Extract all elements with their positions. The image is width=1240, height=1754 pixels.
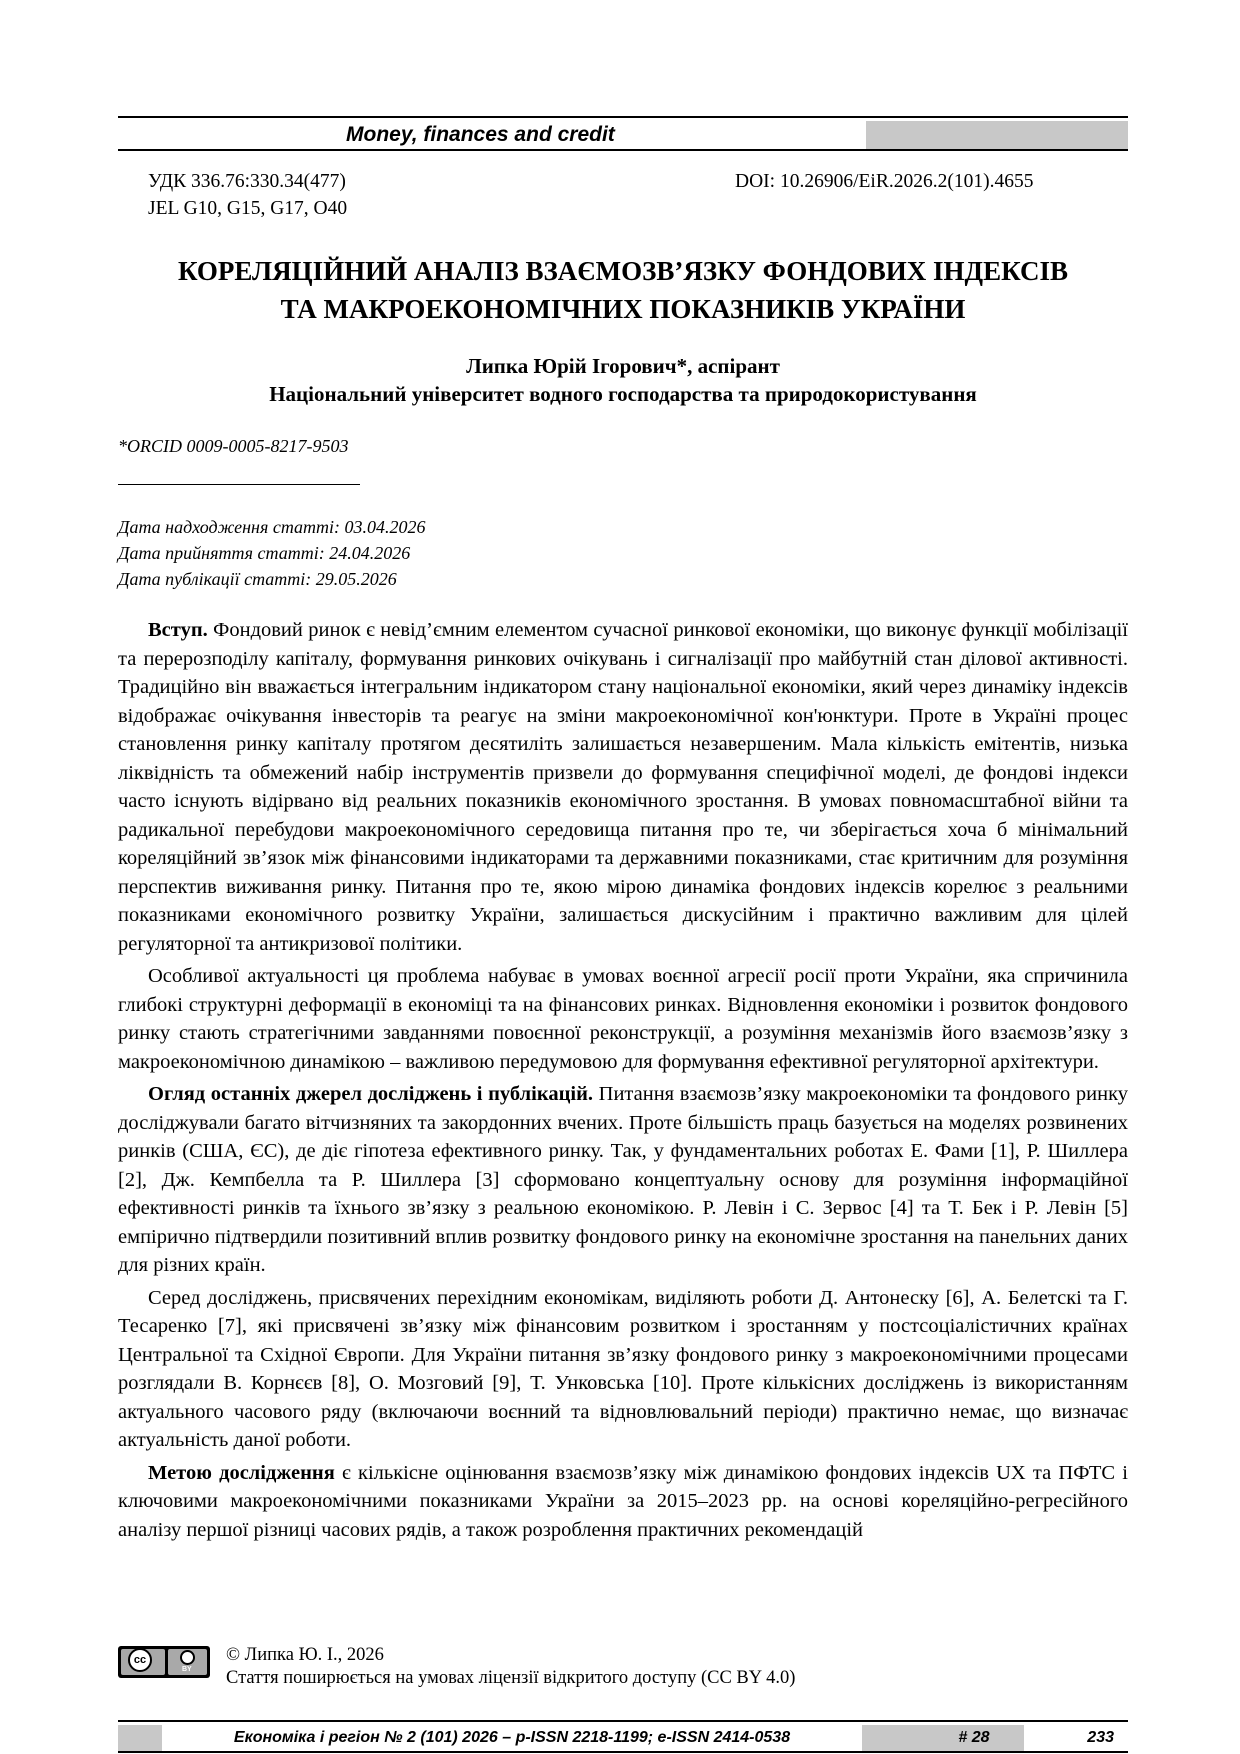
relevance-text: Особливої актуальності ця проблема набуває в умовах воєнної агресії росії проти України, яка спричинила глибокі структурні деформації в економіці та на фінансових ринках. Відновлення економіки і розвиток фондового ринку стають стратегічними завданнями повоєнної реконструкції, а розуміння механізмів його взаємозв’язку з макроекономічною динамікою – важливою передумовою для формування ефективної регуляторної архітектури. — [118, 965, 1128, 1073]
title-line-2: ТА МАКРОЕКОНОМІЧНИХ ПОКАЗНИКІВ УКРАЇНИ — [280, 294, 966, 324]
license-text-block — [226, 1644, 795, 1690]
paragraph-relevance — [118, 962, 1128, 1076]
running-footer — [118, 1720, 1128, 1753]
license-block — [118, 1644, 795, 1690]
footer-bar — [118, 1725, 1128, 1753]
section-title: Money, finances and credit — [346, 123, 615, 146]
paragraph-transition-economies — [118, 1284, 1128, 1455]
transition-economies-text: Серед досліджень, присвячених перехідним економікам, виділяють роботи Д. Антонеску [6], А. Белетскі та Г. Тесаренко [7], які присвячені зв’язку між фінансовим розвитком і зростанням у постсоціалістичних країнах Центральної та Східної Європи. Для України питання зв’язку фондового ринку з макроекономічними процесами розглядали В. Корнєєв [8], О. Мозговий [9], Т. Унковська [10]. Проте кількісних досліджень із використанням актуального часового ряду (включаючи воєнний та відновлювальний періоди) практично немає, що визначає актуальність даної роботи. — [118, 1286, 1128, 1451]
article-title — [118, 252, 1128, 328]
author-name: Липка Юрій Ігорович*, аспірант — [466, 354, 780, 378]
classification-codes — [148, 168, 347, 222]
running-header — [118, 116, 1128, 151]
cc-by-license-icon — [118, 1646, 210, 1678]
udc-code: УДК 336.76:330.34(477) — [148, 171, 346, 192]
page-number: 233 — [1087, 1729, 1114, 1746]
header-rule — [118, 116, 1128, 118]
header-bar — [118, 121, 1128, 151]
footer-grey-block-middle — [862, 1725, 924, 1751]
jel-code: JEL G10, G15, G17, O40 — [148, 198, 348, 219]
footer-rule — [118, 1720, 1128, 1722]
orcid: *ORCID 0009-0005-8217-9503 — [118, 436, 349, 456]
title-line-1: КОРЕЛЯЦІЙНИЙ АНАЛІЗ ВЗАЄМОЗВ’ЯЗКУ ФОНДОВИХ ІНДЕКСІВ — [177, 256, 1069, 286]
article-body — [118, 616, 1128, 1548]
introduction-text: Фондовий ринок є невід’ємним елементом сучасної ринкової економіки, що виконує функції мобілізації та перерозподілу капіталу, формування ринкових очікувань і сигналізації про майбутній стан ділової активності. Традиційно він вважається інтегральним індикатором стану національної економіки, який через динаміку індексів відображає очікування інвесторів та реагує на зміни макроекономічної кон'юнктури. Проте в Україні процес становлення ринку капіталу протягом десятиліть залишається незавершеним. Мала кількість емітентів, низька ліквідність та обмежений набір інструментів призвели до формування специфічної моделі, де фондові індекси часто існують відірвано від реальних показників економічного зростання. В умовах повномасштабної війни та радикальної перебудови макроекономічного середовища питання про те, чи зберігається хоча б мінімальний кореляційний зв’язок між фінансовими індикаторами та державними показниками, стає критичним для розуміння перспектив виживання ринку. Питання про те, якою мірою динаміка фондових індексів корелює з реальними показниками економічного розвитку України, залишається дискусійним і практично важливим для цілей регуляторної та антикризової політики. — [118, 619, 1128, 955]
date-received: Дата надходження статті: 03.04.2026 — [118, 517, 426, 537]
literature-review-text: Питання взаємозв’язку макроекономіки та фондового ринку досліджували багато вітчизняних та закордонних вчених. Проте більшість праць базується на моделях розвинених ринків (США, ЄС), де діє гіпотеза ефективного ринку. Так, у фундаментальних роботах Е. Фами [1], Р. Шиллера [2], Дж. Кемпбелла та Р. Шиллера [3] сформовано концептуальну основу для розуміння інформаційної ефективності ринків та їхнього зв’язку з реальною економікою. Р. Левін і С. Зервос [4] та Т. Бек і Р. Левін [5] емпірично підтвердили позитивний вплив розвитку фондового ринку на економічне зростання на панельних даних для різних країн. — [118, 1083, 1128, 1276]
license-statement: Стаття поширюється на умовах ліцензії відкритого доступу (CC BY 4.0) — [226, 1668, 796, 1688]
footer-grey-block-left — [118, 1725, 162, 1751]
literature-review-heading: Огляд останніх джерел досліджень і публікацій. — [148, 1083, 594, 1105]
date-accepted: Дата прийняття статті: 24.04.2026 — [118, 543, 411, 563]
doi: DOI: 10.26906/EiR.2026.2(101).4655 — [735, 171, 1034, 192]
paragraph-introduction — [118, 616, 1128, 958]
journal-citation: Економіка і регіон № 2 (101) 2026 – p-ISSN 2218-1199; e-ISSN 2414-0538 — [233, 1729, 791, 1746]
attribution-person-icon — [180, 1650, 195, 1665]
author-block — [118, 352, 1128, 408]
cc-logo-icon: cc — [128, 1648, 152, 1672]
header-grey-block — [866, 121, 1128, 149]
paragraph-aim — [118, 1459, 1128, 1545]
aim-heading: Метою дослідження — [148, 1461, 335, 1484]
footnote-rule — [118, 484, 360, 485]
copyright-notice: © Липка Ю. І., 2026 — [226, 1645, 384, 1665]
author-affiliation: Національний університет водного господарства та природокористування — [269, 382, 977, 406]
article-dates — [118, 514, 426, 592]
paragraph-literature-review — [118, 1080, 1128, 1280]
cc-by-label: BY — [182, 1666, 192, 1673]
introduction-heading: Вступ. — [148, 619, 208, 641]
date-published: Дата публікації статті: 29.05.2026 — [118, 569, 397, 589]
aim-text: є кількісне оцінювання взаємозв’язку між динамікою фондових індексів UX та ПФТС і ключовими макроекономічними показниками України за 2015–2023 рр. на основі кореляційно-регресійного аналізу першої різниці часових рядів, а також розроблення практичних рекомендацій — [118, 1461, 1129, 1541]
issue-number: # 28 — [924, 1725, 1024, 1751]
